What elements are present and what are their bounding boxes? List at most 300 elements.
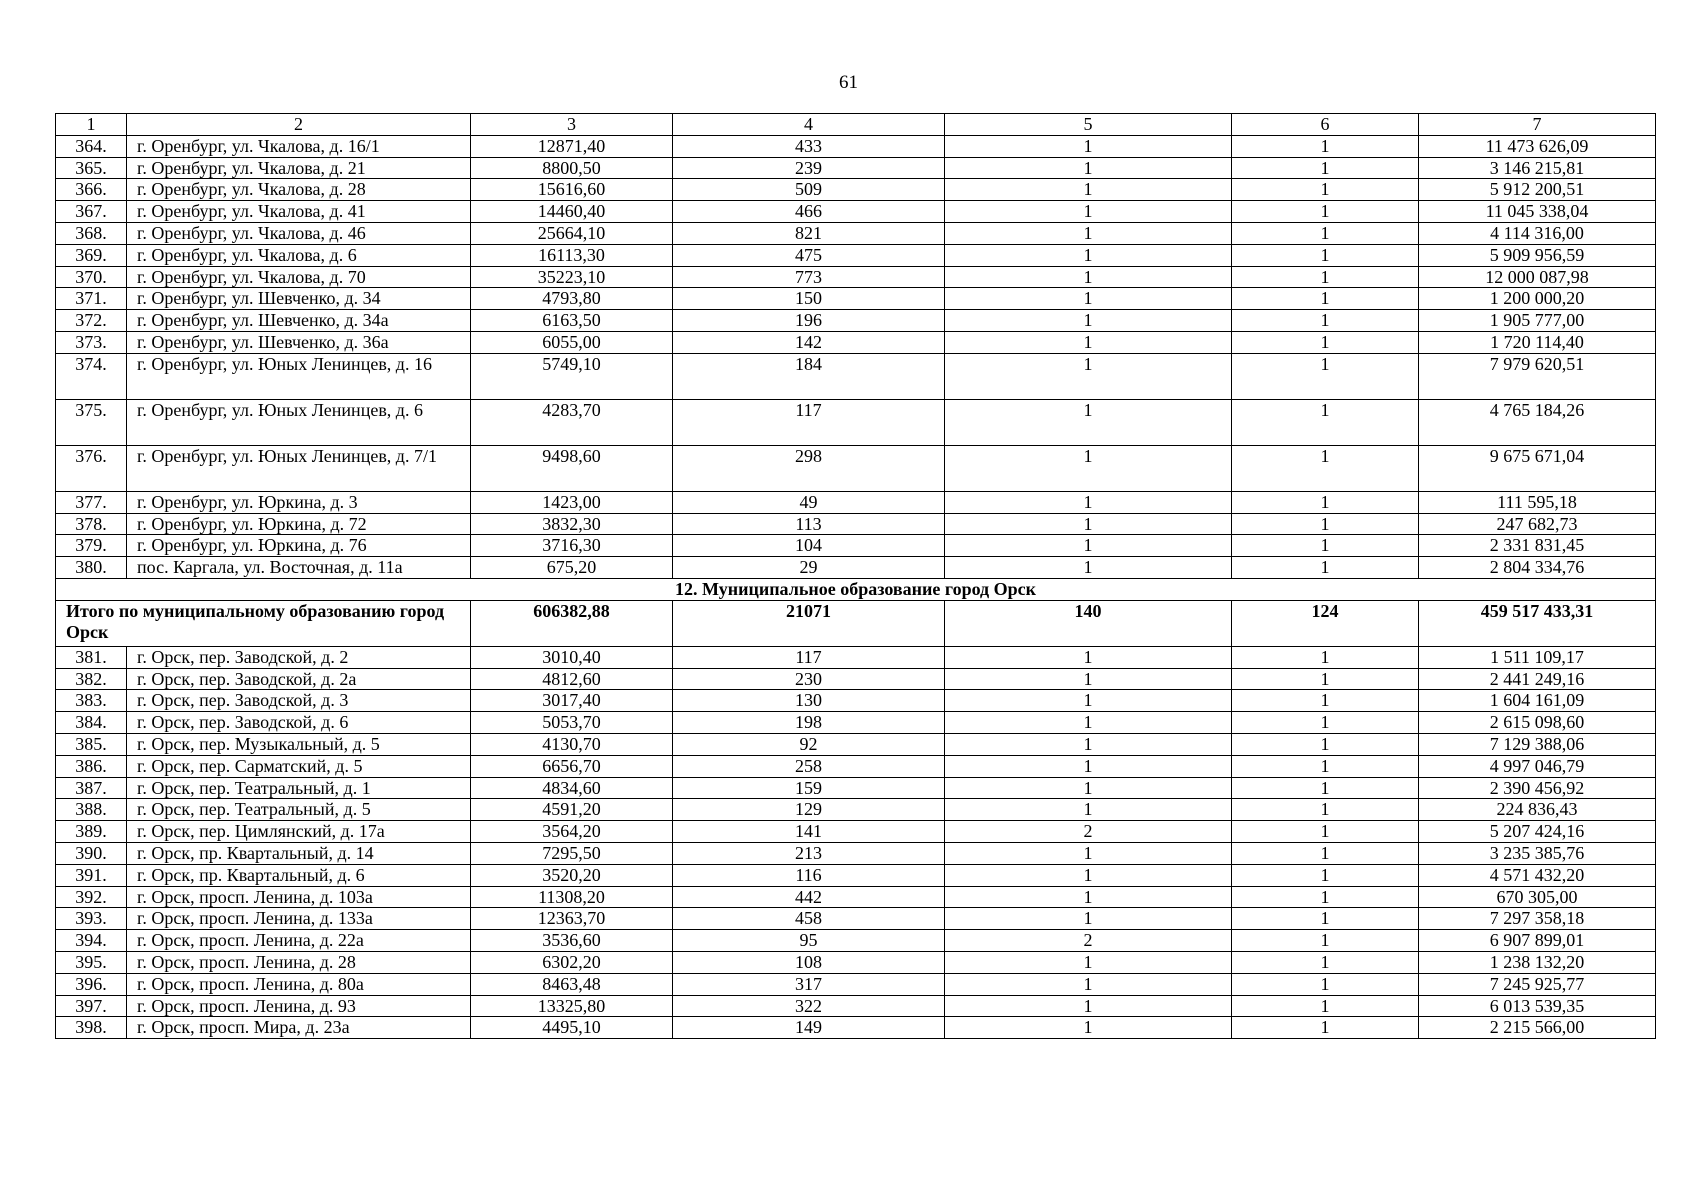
table-row (56, 222, 1656, 244)
count-cell: 1 (1232, 288, 1419, 310)
row-number-cell: 366. (56, 179, 127, 201)
count-cell: 1 (945, 331, 1232, 353)
address-cell: г. Орск, пр. Квартальный, д. 14 (127, 842, 471, 864)
residents-cell: 104 (673, 535, 945, 557)
row-number-cell: 389. (56, 821, 127, 843)
area-cell: 25664,10 (471, 222, 673, 244)
residents-cell: 116 (673, 864, 945, 886)
amount-cell: 4 114 316,00 (1419, 222, 1656, 244)
address-cell: г. Оренбург, ул. Юных Ленинцев, д. 16 (127, 353, 471, 399)
address-cell: г. Орск, пер. Заводской, д. 2 (127, 646, 471, 668)
area-cell: 3017,40 (471, 690, 673, 712)
table-row (56, 951, 1656, 973)
area-cell: 14460,40 (471, 201, 673, 223)
row-number-cell: 396. (56, 973, 127, 995)
count-cell: 1 (1232, 799, 1419, 821)
count-cell: 1 (1232, 201, 1419, 223)
residents-cell: 322 (673, 995, 945, 1017)
area-cell: 5749,10 (471, 353, 673, 399)
column-number-header: 6 (1232, 114, 1419, 136)
amount-cell: 7 979 620,51 (1419, 353, 1656, 399)
residents-cell: 458 (673, 908, 945, 930)
count-cell: 1 (1232, 445, 1419, 491)
residents-cell: 142 (673, 331, 945, 353)
area-cell: 8463,48 (471, 973, 673, 995)
count-cell: 1 (945, 908, 1232, 930)
table-row (56, 930, 1656, 952)
count-cell: 1 (945, 266, 1232, 288)
area-cell: 12363,70 (471, 908, 673, 930)
residents-cell: 466 (673, 201, 945, 223)
table-row (56, 690, 1656, 712)
area-cell: 6055,00 (471, 331, 673, 353)
row-number-cell: 380. (56, 557, 127, 579)
count-cell: 1 (945, 712, 1232, 734)
column-number-header: 1 (56, 114, 127, 136)
column-number-header: 5 (945, 114, 1232, 136)
count-cell: 1 (945, 491, 1232, 513)
residents-cell: 213 (673, 842, 945, 864)
row-number-cell: 367. (56, 201, 127, 223)
count-cell: 1 (945, 755, 1232, 777)
row-number-cell: 379. (56, 535, 127, 557)
count-cell: 1 (1232, 712, 1419, 734)
residents-cell: 108 (673, 951, 945, 973)
count-cell: 1 (945, 353, 1232, 399)
address-cell: г. Орск, пер. Заводской, д. 2а (127, 668, 471, 690)
count-cell: 1 (945, 951, 1232, 973)
area-cell: 3564,20 (471, 821, 673, 843)
count-cell: 1 (1232, 157, 1419, 179)
count-cell: 1 (1232, 690, 1419, 712)
row-number-cell: 365. (56, 157, 127, 179)
residents-cell: 239 (673, 157, 945, 179)
row-number-cell: 386. (56, 755, 127, 777)
area-cell: 13325,80 (471, 995, 673, 1017)
residents-cell: 475 (673, 244, 945, 266)
count-cell: 1 (945, 886, 1232, 908)
amount-cell: 7 297 358,18 (1419, 908, 1656, 930)
residents-cell: 433 (673, 135, 945, 157)
count-cell: 1 (1232, 646, 1419, 668)
row-number-cell: 378. (56, 513, 127, 535)
count-cell: 1 (1232, 266, 1419, 288)
count-cell: 1 (945, 995, 1232, 1017)
section-row (56, 578, 1656, 600)
row-number-cell: 375. (56, 399, 127, 445)
table-row (56, 445, 1656, 491)
address-cell: пос. Каргала, ул. Восточная, д. 11а (127, 557, 471, 579)
address-cell: г. Оренбург, ул. Юркина, д. 76 (127, 535, 471, 557)
area-cell: 35223,10 (471, 266, 673, 288)
count-cell: 1 (945, 201, 1232, 223)
table-row (56, 755, 1656, 777)
row-number-cell: 384. (56, 712, 127, 734)
row-number-cell: 377. (56, 491, 127, 513)
residents-cell: 92 (673, 733, 945, 755)
table-row (56, 491, 1656, 513)
amount-cell: 670 305,00 (1419, 886, 1656, 908)
count-cell: 1 (945, 733, 1232, 755)
count-cell: 1 (1232, 995, 1419, 1017)
address-cell: г. Орск, просп. Ленина, д. 28 (127, 951, 471, 973)
address-cell: г. Орск, просп. Ленина, д. 93 (127, 995, 471, 1017)
table-row (56, 353, 1656, 399)
row-number-cell: 364. (56, 135, 127, 157)
total-count-cell: 124 (1232, 600, 1419, 646)
amount-cell: 5 207 424,16 (1419, 821, 1656, 843)
table-row (56, 135, 1656, 157)
residents-cell: 117 (673, 646, 945, 668)
amount-cell: 2 441 249,16 (1419, 668, 1656, 690)
amount-cell: 1 905 777,00 (1419, 310, 1656, 332)
address-cell: г. Оренбург, ул. Шевченко, д. 34 (127, 288, 471, 310)
count-cell: 2 (945, 930, 1232, 952)
amount-cell: 224 836,43 (1419, 799, 1656, 821)
area-cell: 4283,70 (471, 399, 673, 445)
residents-cell: 230 (673, 668, 945, 690)
count-cell: 1 (945, 777, 1232, 799)
table-row (56, 1017, 1656, 1039)
address-cell: г. Оренбург, ул. Чкалова, д. 6 (127, 244, 471, 266)
row-number-cell: 369. (56, 244, 127, 266)
table-row (56, 557, 1656, 579)
table-row (56, 973, 1656, 995)
area-cell: 3520,20 (471, 864, 673, 886)
count-cell: 1 (1232, 222, 1419, 244)
count-cell: 1 (945, 646, 1232, 668)
residents-cell: 184 (673, 353, 945, 399)
area-cell: 15616,60 (471, 179, 673, 201)
area-cell: 3716,30 (471, 535, 673, 557)
area-cell: 6163,50 (471, 310, 673, 332)
amount-cell: 4 571 432,20 (1419, 864, 1656, 886)
residents-cell: 159 (673, 777, 945, 799)
address-cell: г. Орск, пер. Театральный, д. 1 (127, 777, 471, 799)
amount-cell: 7 245 925,77 (1419, 973, 1656, 995)
row-number-cell: 368. (56, 222, 127, 244)
residents-cell: 141 (673, 821, 945, 843)
count-cell: 1 (1232, 886, 1419, 908)
residents-cell: 150 (673, 288, 945, 310)
residents-cell: 821 (673, 222, 945, 244)
table-row (56, 157, 1656, 179)
table-row (56, 201, 1656, 223)
count-cell: 2 (945, 821, 1232, 843)
table-row (56, 908, 1656, 930)
area-cell: 3536,60 (471, 930, 673, 952)
count-cell: 1 (1232, 930, 1419, 952)
address-cell: г. Орск, пер. Заводской, д. 6 (127, 712, 471, 734)
count-cell: 1 (945, 513, 1232, 535)
amount-cell: 5 909 956,59 (1419, 244, 1656, 266)
count-cell: 1 (1232, 755, 1419, 777)
data-table (55, 113, 1656, 1039)
amount-cell: 2 331 831,45 (1419, 535, 1656, 557)
residents-cell: 773 (673, 266, 945, 288)
row-number-cell: 371. (56, 288, 127, 310)
address-cell: г. Оренбург, ул. Юркина, д. 3 (127, 491, 471, 513)
amount-cell: 1 604 161,09 (1419, 690, 1656, 712)
residents-cell: 95 (673, 930, 945, 952)
area-cell: 9498,60 (471, 445, 673, 491)
residents-cell: 196 (673, 310, 945, 332)
amount-cell: 3 235 385,76 (1419, 842, 1656, 864)
count-cell: 1 (1232, 331, 1419, 353)
row-number-cell: 383. (56, 690, 127, 712)
address-cell: г. Оренбург, ул. Юркина, д. 72 (127, 513, 471, 535)
total-row (56, 600, 1656, 646)
row-number-cell: 374. (56, 353, 127, 399)
row-number-cell: 388. (56, 799, 127, 821)
row-number-cell: 382. (56, 668, 127, 690)
table-row (56, 266, 1656, 288)
row-number-cell: 387. (56, 777, 127, 799)
area-cell: 4130,70 (471, 733, 673, 755)
address-cell: г. Орск, просп. Ленина, д. 80а (127, 973, 471, 995)
residents-cell: 298 (673, 445, 945, 491)
residents-cell: 49 (673, 491, 945, 513)
total-area-cell: 606382,88 (471, 600, 673, 646)
row-number-cell: 397. (56, 995, 127, 1017)
area-cell: 11308,20 (471, 886, 673, 908)
area-cell: 8800,50 (471, 157, 673, 179)
count-cell: 1 (1232, 491, 1419, 513)
table-row (56, 995, 1656, 1017)
amount-cell: 2 215 566,00 (1419, 1017, 1656, 1039)
row-number-cell: 392. (56, 886, 127, 908)
count-cell: 1 (1232, 399, 1419, 445)
count-cell: 1 (1232, 777, 1419, 799)
count-cell: 1 (945, 445, 1232, 491)
column-number-header: 2 (127, 114, 471, 136)
address-cell: г. Орск, пер. Цимлянский, д. 17а (127, 821, 471, 843)
amount-cell: 1 720 114,40 (1419, 331, 1656, 353)
count-cell: 1 (1232, 557, 1419, 579)
residents-cell: 442 (673, 886, 945, 908)
count-cell: 1 (1232, 310, 1419, 332)
address-cell: г. Орск, просп. Мира, д. 23а (127, 1017, 471, 1039)
amount-cell: 1 238 132,20 (1419, 951, 1656, 973)
count-cell: 1 (945, 310, 1232, 332)
area-cell: 3010,40 (471, 646, 673, 668)
count-cell: 1 (945, 973, 1232, 995)
count-cell: 1 (1232, 908, 1419, 930)
row-number-cell: 398. (56, 1017, 127, 1039)
area-cell: 3832,30 (471, 513, 673, 535)
row-number-cell: 372. (56, 310, 127, 332)
count-cell: 1 (945, 668, 1232, 690)
residents-cell: 149 (673, 1017, 945, 1039)
count-cell: 1 (945, 179, 1232, 201)
address-cell: г. Орск, пр. Квартальный, д. 6 (127, 864, 471, 886)
area-cell: 7295,50 (471, 842, 673, 864)
row-number-cell: 391. (56, 864, 127, 886)
amount-cell: 5 912 200,51 (1419, 179, 1656, 201)
page-number: 61 (839, 72, 858, 93)
count-cell: 1 (1232, 733, 1419, 755)
area-cell: 16113,30 (471, 244, 673, 266)
count-cell: 1 (1232, 353, 1419, 399)
table-row (56, 513, 1656, 535)
total-label: Итого по муниципальному образованию город Орск (56, 600, 471, 646)
count-cell: 1 (945, 690, 1232, 712)
count-cell: 1 (1232, 864, 1419, 886)
count-cell: 1 (945, 535, 1232, 557)
amount-cell: 9 675 671,04 (1419, 445, 1656, 491)
total-count-cell: 140 (945, 600, 1232, 646)
residents-cell: 198 (673, 712, 945, 734)
amount-cell: 4 997 046,79 (1419, 755, 1656, 777)
row-number-cell: 385. (56, 733, 127, 755)
count-cell: 1 (1232, 668, 1419, 690)
count-cell: 1 (1232, 951, 1419, 973)
address-cell: г. Оренбург, ул. Чкалова, д. 46 (127, 222, 471, 244)
address-cell: г. Оренбург, ул. Шевченко, д. 36а (127, 331, 471, 353)
table-row (56, 712, 1656, 734)
count-cell: 1 (1232, 973, 1419, 995)
area-cell: 1423,00 (471, 491, 673, 513)
area-cell: 6302,20 (471, 951, 673, 973)
residents-cell: 509 (673, 179, 945, 201)
row-number-cell: 373. (56, 331, 127, 353)
amount-cell: 2 804 334,76 (1419, 557, 1656, 579)
address-cell: г. Орск, просп. Ленина, д. 133а (127, 908, 471, 930)
amount-cell: 11 045 338,04 (1419, 201, 1656, 223)
residents-cell: 130 (673, 690, 945, 712)
area-cell: 4495,10 (471, 1017, 673, 1039)
count-cell: 1 (1232, 821, 1419, 843)
amount-cell: 6 013 539,35 (1419, 995, 1656, 1017)
table-body (56, 114, 1656, 1039)
count-cell: 1 (945, 222, 1232, 244)
count-cell: 1 (945, 135, 1232, 157)
row-number-cell: 395. (56, 951, 127, 973)
address-cell: г. Оренбург, ул. Шевченко, д. 34а (127, 310, 471, 332)
total-residents-cell: 21071 (673, 600, 945, 646)
address-cell: г. Орск, пер. Заводской, д. 3 (127, 690, 471, 712)
table-row (56, 668, 1656, 690)
count-cell: 1 (945, 1017, 1232, 1039)
count-cell: 1 (1232, 513, 1419, 535)
area-cell: 6656,70 (471, 755, 673, 777)
residents-cell: 317 (673, 973, 945, 995)
count-cell: 1 (945, 157, 1232, 179)
count-cell: 1 (1232, 535, 1419, 557)
count-cell: 1 (1232, 1017, 1419, 1039)
amount-cell: 111 595,18 (1419, 491, 1656, 513)
count-cell: 1 (945, 244, 1232, 266)
table-row (56, 535, 1656, 557)
table-row (56, 399, 1656, 445)
area-cell: 12871,40 (471, 135, 673, 157)
row-number-cell: 390. (56, 842, 127, 864)
table-row (56, 179, 1656, 201)
table-row (56, 821, 1656, 843)
amount-cell: 4 765 184,26 (1419, 399, 1656, 445)
address-cell: г. Оренбург, ул. Чкалова, д. 70 (127, 266, 471, 288)
count-cell: 1 (945, 399, 1232, 445)
area-cell: 5053,70 (471, 712, 673, 734)
address-cell: г. Орск, пер. Театральный, д. 5 (127, 799, 471, 821)
residents-cell: 113 (673, 513, 945, 535)
residents-cell: 258 (673, 755, 945, 777)
amount-cell: 2 615 098,60 (1419, 712, 1656, 734)
amount-cell: 7 129 388,06 (1419, 733, 1656, 755)
count-cell: 1 (945, 842, 1232, 864)
count-cell: 1 (945, 799, 1232, 821)
row-number-cell: 370. (56, 266, 127, 288)
table-row (56, 777, 1656, 799)
residents-cell: 117 (673, 399, 945, 445)
row-number-cell: 393. (56, 908, 127, 930)
address-cell: г. Оренбург, ул. Чкалова, д. 41 (127, 201, 471, 223)
table-row (56, 310, 1656, 332)
area-cell: 4812,60 (471, 668, 673, 690)
table-row (56, 288, 1656, 310)
address-cell: г. Оренбург, ул. Юных Ленинцев, д. 6 (127, 399, 471, 445)
section-title: 12. Муниципальное образование город Орск (56, 578, 1656, 600)
count-cell: 1 (945, 288, 1232, 310)
total-amount-cell: 459 517 433,31 (1419, 600, 1656, 646)
address-cell: г. Орск, пер. Музыкальный, д. 5 (127, 733, 471, 755)
row-number-cell: 394. (56, 930, 127, 952)
amount-cell: 12 000 087,98 (1419, 266, 1656, 288)
column-number-header: 7 (1419, 114, 1656, 136)
count-cell: 1 (1232, 842, 1419, 864)
amount-cell: 247 682,73 (1419, 513, 1656, 535)
table-row (56, 799, 1656, 821)
amount-cell: 11 473 626,09 (1419, 135, 1656, 157)
address-cell: г. Орск, пер. Сарматский, д. 5 (127, 755, 471, 777)
area-cell: 4591,20 (471, 799, 673, 821)
address-cell: г. Оренбург, ул. Чкалова, д. 21 (127, 157, 471, 179)
table-row (56, 864, 1656, 886)
amount-cell: 2 390 456,92 (1419, 777, 1656, 799)
amount-cell: 1 511 109,17 (1419, 646, 1656, 668)
table-row (56, 886, 1656, 908)
row-number-cell: 376. (56, 445, 127, 491)
amount-cell: 6 907 899,01 (1419, 930, 1656, 952)
count-cell: 1 (945, 557, 1232, 579)
amount-cell: 1 200 000,20 (1419, 288, 1656, 310)
count-cell: 1 (945, 864, 1232, 886)
table-row (56, 733, 1656, 755)
residents-cell: 29 (673, 557, 945, 579)
table-row (56, 842, 1656, 864)
area-cell: 675,20 (471, 557, 673, 579)
column-number-header: 4 (673, 114, 945, 136)
row-number-cell: 381. (56, 646, 127, 668)
area-cell: 4793,80 (471, 288, 673, 310)
table-row (56, 646, 1656, 668)
count-cell: 1 (1232, 135, 1419, 157)
count-cell: 1 (1232, 179, 1419, 201)
address-cell: г. Оренбург, ул. Чкалова, д. 28 (127, 179, 471, 201)
address-cell: г. Орск, просп. Ленина, д. 22а (127, 930, 471, 952)
count-cell: 1 (1232, 244, 1419, 266)
address-cell: г. Оренбург, ул. Чкалова, д. 16/1 (127, 135, 471, 157)
table-row (56, 331, 1656, 353)
address-cell: г. Оренбург, ул. Юных Ленинцев, д. 7/1 (127, 445, 471, 491)
column-number-header: 3 (471, 114, 673, 136)
column-number-row (56, 114, 1656, 136)
table-row (56, 244, 1656, 266)
area-cell: 4834,60 (471, 777, 673, 799)
amount-cell: 3 146 215,81 (1419, 157, 1656, 179)
residents-cell: 129 (673, 799, 945, 821)
address-cell: г. Орск, просп. Ленина, д. 103а (127, 886, 471, 908)
